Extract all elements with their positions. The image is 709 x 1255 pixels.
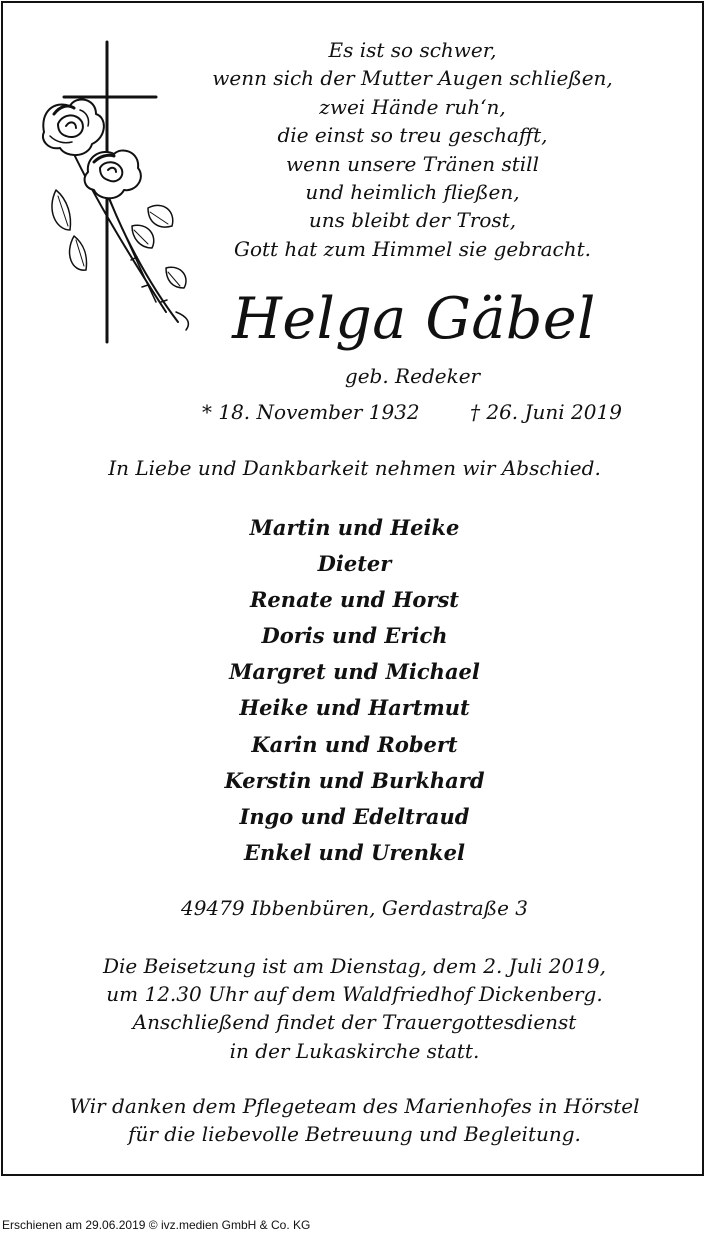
mourner-entry: Renate und Horst	[249, 587, 460, 613]
funeral-notice	[0, 952, 709, 1065]
thanks-line: Wir danken dem Pflegeteam des Marienhofes in Hörstel	[69, 1094, 640, 1118]
mourner-entry: Enkel und Urenkel	[244, 839, 465, 865]
poem-line: Es ist so schwer,	[328, 38, 497, 62]
farewell-text: In Liebe und Dankbarkeit nehmen wir Abschied.	[108, 456, 601, 480]
poem-line: die einst so treu geschafft,	[277, 123, 548, 148]
poem	[180, 36, 645, 263]
mourner-entry: Ingo und Edeltraud	[239, 803, 470, 829]
poem-line: Gott hat zum Himmel sie gebracht.	[233, 236, 591, 261]
mourner-entry: Doris und Erich	[261, 623, 448, 649]
mourners-list	[0, 510, 709, 871]
mourner-entry: Kerstin und Burkhard	[224, 767, 485, 793]
mourner-entry: Martin und Heike	[249, 515, 460, 540]
family-address: 49479 Ibbenbüren, Gerdastraße 3	[180, 896, 529, 920]
mourner-entry: Heike und Hartmut	[239, 695, 470, 721]
poem-line: zwei Hände ruh‘n,	[319, 94, 506, 119]
funeral-line: Die Beisetzung ist am Dienstag, dem 2. Juli 2019,	[102, 954, 607, 978]
death-date: † 26. Juni 2019	[470, 400, 622, 424]
maiden-name: geb. Redeker	[344, 364, 481, 388]
deceased-name: Helga Gäbel	[232, 286, 596, 352]
funeral-line: um 12.30 Uhr auf dem Waldfriedhof Dickenberg.	[106, 982, 603, 1007]
poem-line: wenn sich der Mutter Augen schließen,	[212, 66, 613, 91]
funeral-line: in der Lukaskirche statt.	[229, 1038, 480, 1063]
poem-line: und heimlich fließen,	[305, 180, 520, 205]
thanks-line: für die liebevolle Betreuung und Begleitung.	[128, 1122, 581, 1147]
poem-line: uns bleibt der Trost,	[308, 208, 517, 233]
funeral-line: Anschließend findet der Trauergottesdienst	[132, 1010, 577, 1035]
mourner-entry: Karin und Robert	[251, 731, 458, 757]
mourner-entry: Margret und Michael	[229, 659, 480, 685]
poem-line: wenn unsere Tränen still	[286, 151, 539, 176]
mourner-entry: Dieter	[317, 551, 392, 577]
thanks-note	[0, 1092, 709, 1148]
birth-date: * 18. November 1932	[202, 400, 420, 424]
publication-footer: Erschienen am 29.06.2019 © ivz.medien GmbH & Co. KG	[2, 1218, 311, 1232]
